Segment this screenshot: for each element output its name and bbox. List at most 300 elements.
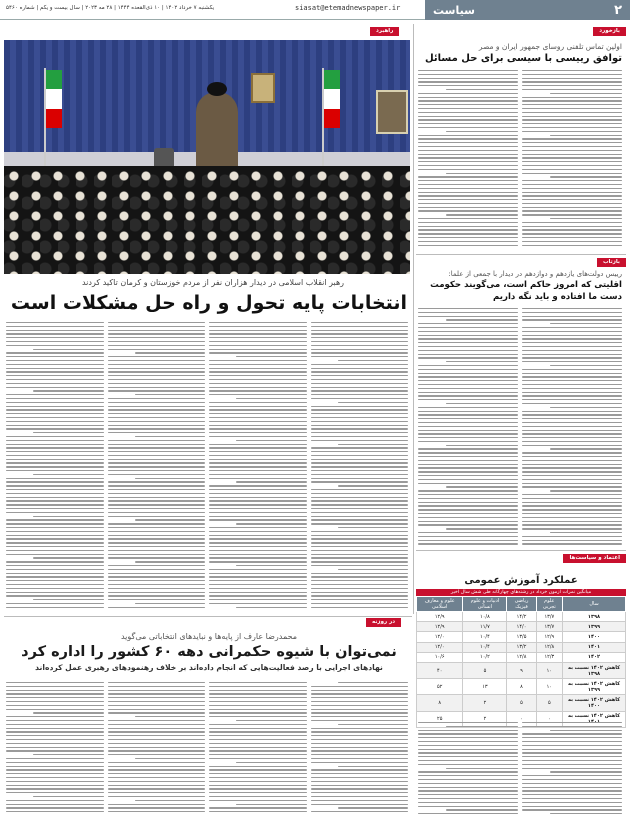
table-cell: ۱۴/۰	[507, 622, 536, 632]
text-line	[6, 481, 104, 482]
text-line	[209, 731, 307, 732]
text-line	[108, 724, 206, 725]
text-line	[522, 210, 622, 211]
text-line	[209, 728, 307, 729]
text-line	[418, 161, 518, 162]
text-line	[418, 730, 518, 731]
portrait-frame-icon	[251, 73, 275, 103]
text-line	[108, 425, 206, 426]
text-line	[6, 341, 104, 342]
text-line	[311, 535, 409, 536]
text-line	[6, 459, 104, 460]
text-line	[522, 74, 622, 75]
text-line	[311, 800, 409, 801]
text-line	[522, 528, 622, 529]
text-line	[311, 705, 409, 706]
text-line	[522, 150, 622, 151]
text-line	[6, 519, 104, 520]
text-line	[522, 471, 622, 472]
text-line	[135, 716, 205, 717]
text-line	[6, 531, 104, 532]
text-line	[108, 406, 206, 407]
text-line	[522, 119, 622, 120]
text-line	[209, 735, 307, 736]
text-line	[522, 733, 622, 734]
text-line	[522, 123, 622, 124]
text-line	[6, 750, 104, 751]
table-cell: ۴۰	[417, 662, 463, 678]
table-cell: کاهش ۱۴۰۲ نسبت به ۱۳۹۸	[563, 662, 626, 678]
text-line	[522, 70, 622, 71]
table-cell: ۱۲/۰	[417, 642, 463, 652]
text-line	[6, 720, 104, 721]
text-line	[108, 337, 206, 338]
text-line	[311, 777, 409, 778]
text-line	[418, 100, 518, 101]
text-line	[209, 409, 307, 410]
text-line	[418, 802, 518, 803]
text-line	[108, 333, 206, 334]
text-line	[418, 517, 518, 518]
text-line	[418, 199, 518, 200]
text-line	[108, 777, 206, 778]
table-cell: ۱۰/۲	[463, 652, 507, 662]
education-table	[416, 596, 626, 728]
text-line	[108, 569, 206, 570]
text-line	[108, 542, 206, 543]
bottom-column-2	[209, 682, 307, 818]
text-line	[108, 807, 206, 808]
table-cell: ۱۳/۷	[536, 622, 562, 632]
text-line	[6, 425, 104, 426]
text-line	[108, 592, 206, 593]
text-line	[311, 417, 409, 418]
text-line	[108, 470, 206, 471]
right-story-2-body	[418, 308, 622, 548]
text-line	[209, 535, 307, 536]
text-line	[6, 682, 104, 683]
text-line	[550, 532, 622, 533]
text-line	[236, 762, 306, 763]
text-line	[209, 489, 307, 490]
text-line	[338, 360, 408, 361]
text-line	[108, 493, 206, 494]
text-line	[550, 93, 622, 94]
text-line	[209, 432, 307, 433]
text-line	[311, 394, 409, 395]
lead-column-4	[6, 322, 104, 614]
bottom-story-heading	[10, 632, 408, 672]
text-line	[6, 527, 104, 528]
text-line	[418, 395, 518, 396]
text-line	[209, 554, 307, 555]
text-line	[108, 550, 206, 551]
text-line	[209, 333, 307, 334]
text-line	[311, 580, 409, 581]
text-line	[108, 417, 206, 418]
text-line	[418, 323, 518, 324]
text-line	[522, 89, 622, 90]
text-line	[108, 720, 206, 721]
text-line	[418, 794, 518, 795]
text-line	[33, 474, 103, 475]
text-line	[108, 387, 206, 388]
text-line	[311, 504, 409, 505]
text-line	[522, 399, 622, 400]
text-line	[209, 360, 307, 361]
text-line	[209, 447, 307, 448]
text-line	[550, 448, 622, 449]
text-line	[418, 532, 518, 533]
text-line	[418, 157, 518, 158]
text-line	[6, 489, 104, 490]
text-line	[522, 138, 622, 139]
text-line	[6, 576, 104, 577]
text-line	[209, 800, 307, 801]
text-line	[311, 459, 409, 460]
text-line	[311, 379, 409, 380]
text-line	[418, 331, 518, 332]
text-line	[418, 464, 518, 465]
text-line	[550, 176, 622, 177]
text-line	[550, 407, 622, 408]
text-line	[311, 554, 409, 555]
text-line	[418, 471, 518, 472]
tag-lead: راهبرد	[370, 27, 399, 36]
text-line	[522, 354, 622, 355]
text-line	[209, 375, 307, 376]
text-line	[418, 502, 518, 503]
text-line	[108, 792, 206, 793]
lead-column-2	[209, 322, 307, 614]
text-line	[6, 724, 104, 725]
text-line	[311, 337, 409, 338]
text-line	[311, 728, 409, 729]
right-story-2-headline[interactable]: اقلیتی که امروز حاکم است، می‌گویند حکومت دست ما افتاده و باید نگه داریم	[430, 280, 622, 302]
text-line	[6, 709, 104, 710]
text-line	[108, 421, 206, 422]
table-cell: ۱۳۹۸	[563, 612, 626, 622]
text-line	[6, 356, 104, 357]
text-line	[522, 806, 622, 807]
text-line	[108, 371, 206, 372]
text-line	[209, 508, 307, 509]
text-line	[522, 241, 622, 242]
text-line	[418, 456, 518, 457]
text-line	[6, 504, 104, 505]
text-line	[209, 474, 307, 475]
text-line	[108, 428, 206, 429]
text-line	[6, 364, 104, 365]
table-title: عملکرد آموزش عمومی	[464, 575, 578, 586]
text-line	[236, 481, 306, 482]
bottom-story-headline[interactable]: نمی‌توان با شیوه حکمرانی دهه ۶۰ کشور را اداره کرد	[21, 644, 397, 660]
table-cell: ۵۲	[417, 679, 463, 695]
text-line	[6, 383, 104, 384]
text-line	[6, 580, 104, 581]
text-line	[108, 360, 206, 361]
text-line	[108, 796, 206, 797]
text-line	[108, 451, 206, 452]
table-cell: ۰	[507, 711, 536, 727]
text-line	[209, 322, 307, 323]
text-line	[418, 369, 518, 370]
text-line	[108, 481, 206, 482]
text-line	[418, 505, 518, 506]
text-line	[6, 690, 104, 691]
tag-feedback: بازخورد	[593, 27, 626, 36]
text-line	[209, 466, 307, 467]
text-line	[108, 584, 206, 585]
right-story-1-col-1	[522, 70, 622, 252]
text-line	[311, 451, 409, 452]
text-line	[311, 333, 409, 334]
text-line	[209, 747, 307, 748]
text-line	[522, 483, 622, 484]
section-email[interactable]: siasat@etemadnewspaper.ir	[295, 4, 401, 12]
text-line	[522, 78, 622, 79]
text-line	[311, 341, 409, 342]
text-line	[6, 455, 104, 456]
text-line	[418, 119, 518, 120]
right-story-2-col-2	[418, 308, 518, 548]
text-line	[522, 764, 622, 765]
text-line	[6, 807, 104, 808]
text-line	[522, 517, 622, 518]
text-line	[108, 379, 206, 380]
text-line	[522, 540, 622, 541]
text-line	[522, 308, 622, 309]
text-line	[6, 444, 104, 445]
text-line	[550, 730, 622, 731]
text-line	[418, 752, 518, 753]
table-row	[417, 652, 626, 662]
text-line	[522, 116, 622, 117]
right-story-1-col-2	[418, 70, 518, 252]
text-line	[135, 800, 205, 801]
text-line	[522, 494, 622, 495]
text-line	[311, 792, 409, 793]
text-line	[522, 737, 622, 738]
text-line	[418, 779, 518, 780]
table-cell: ۱۲/۸	[507, 652, 536, 662]
text-line	[209, 451, 307, 452]
text-line	[209, 478, 307, 479]
table-cell: ۱۰	[536, 679, 562, 695]
text-line	[418, 237, 518, 238]
text-line	[6, 387, 104, 388]
text-line	[209, 686, 307, 687]
text-line	[209, 470, 307, 471]
text-line	[418, 350, 518, 351]
text-line	[6, 800, 104, 801]
text-line	[6, 333, 104, 334]
table-header-cell: سال	[563, 597, 626, 612]
dateline: یکشنبه ۷ خرداد ۱۴۰۲ | ۱۰ ذی‌القعده ۱۴۴۴ | ۲۸ مه ۲۰۲۳ | سال بیست و یکم | شماره ۵۴۶۰	[6, 5, 215, 11]
text-line	[522, 464, 622, 465]
text-line	[6, 406, 104, 407]
table-cell: کاهش ۱۴۰۲ نسبت به ۱۳۹۹	[563, 679, 626, 695]
text-line	[209, 743, 307, 744]
text-line	[311, 690, 409, 691]
text-line	[418, 399, 518, 400]
text-line	[418, 414, 518, 415]
text-line	[522, 373, 622, 374]
text-line	[311, 811, 409, 812]
text-line	[6, 595, 104, 596]
table-cell: ۱۲/۰	[417, 632, 463, 642]
text-line	[418, 210, 518, 211]
text-line	[236, 720, 306, 721]
text-line	[418, 422, 518, 423]
text-line	[522, 403, 622, 404]
text-line	[311, 743, 409, 744]
text-line	[209, 576, 307, 577]
text-line	[418, 233, 518, 234]
right-story-1-headline[interactable]: توافق رییسی با سیسی برای حل مسائل	[424, 53, 622, 64]
text-line	[209, 754, 307, 755]
text-line	[446, 726, 518, 727]
text-line	[418, 798, 518, 799]
text-line	[311, 592, 409, 593]
text-line	[6, 603, 104, 604]
text-line	[209, 766, 307, 767]
text-line	[33, 390, 103, 391]
text-line	[209, 364, 307, 365]
text-line	[522, 745, 622, 746]
text-line	[522, 521, 622, 522]
table-cell: ۱۲/۹	[417, 622, 463, 632]
text-line	[135, 603, 205, 604]
text-line	[418, 365, 518, 366]
text-line	[522, 505, 622, 506]
table-cell: ۰	[536, 711, 562, 727]
text-line	[446, 319, 518, 320]
text-line	[311, 322, 409, 323]
text-line	[311, 440, 409, 441]
table-row	[417, 679, 626, 695]
text-line	[209, 588, 307, 589]
text-line	[418, 346, 518, 347]
text-line	[108, 462, 206, 463]
text-line	[108, 595, 206, 596]
text-line	[418, 169, 518, 170]
text-line	[418, 448, 518, 449]
right-story-1-body	[418, 70, 622, 252]
text-line	[522, 380, 622, 381]
text-line	[6, 785, 104, 786]
text-line	[135, 758, 205, 759]
text-line	[311, 349, 409, 350]
table-row	[417, 695, 626, 711]
text-line	[6, 728, 104, 729]
text-line	[209, 538, 307, 539]
text-line	[418, 357, 518, 358]
text-line	[311, 523, 409, 524]
text-line	[522, 433, 622, 434]
text-line	[135, 478, 205, 479]
text-line	[108, 497, 206, 498]
text-line	[33, 712, 103, 713]
section-title: سیاست	[433, 3, 475, 17]
text-line	[209, 417, 307, 418]
text-line	[522, 524, 622, 525]
text-line	[418, 388, 518, 389]
text-line	[418, 312, 518, 313]
text-line	[418, 433, 518, 434]
text-line	[311, 368, 409, 369]
text-line	[209, 326, 307, 327]
text-line	[522, 316, 622, 317]
text-line	[6, 705, 104, 706]
table-header-cell: ادبیات و علوم انسانی	[463, 597, 507, 612]
text-line	[550, 771, 622, 772]
iran-flag-left-icon	[46, 70, 62, 128]
text-line	[522, 802, 622, 803]
text-line	[311, 466, 409, 467]
text-line	[522, 445, 622, 446]
text-line	[6, 497, 104, 498]
text-line	[311, 497, 409, 498]
text-line	[311, 512, 409, 513]
text-line	[6, 337, 104, 338]
text-line	[418, 722, 518, 723]
text-line	[522, 486, 622, 487]
text-line	[522, 790, 622, 791]
text-line	[311, 371, 409, 372]
text-line	[33, 432, 103, 433]
text-line	[209, 387, 307, 388]
text-line	[550, 490, 622, 491]
text-line	[418, 97, 518, 98]
text-line	[108, 573, 206, 574]
text-line	[418, 467, 518, 468]
text-line	[6, 573, 104, 574]
text-line	[6, 792, 104, 793]
text-line	[6, 743, 104, 744]
text-line	[418, 513, 518, 514]
text-line	[418, 81, 518, 82]
text-line	[108, 402, 206, 403]
text-line	[6, 588, 104, 589]
text-line	[6, 508, 104, 509]
table-cell: ۱۰/۴	[463, 642, 507, 652]
text-line	[6, 398, 104, 399]
text-line	[6, 739, 104, 740]
text-line	[209, 428, 307, 429]
text-line	[108, 538, 206, 539]
text-line	[418, 327, 518, 328]
text-line	[108, 345, 206, 346]
text-line	[522, 357, 622, 358]
text-line	[418, 354, 518, 355]
text-line	[522, 475, 622, 476]
text-line	[311, 330, 409, 331]
text-line	[311, 712, 409, 713]
text-line	[522, 245, 622, 246]
table-cell: ۱۴۰۱	[563, 642, 626, 652]
text-line	[135, 519, 205, 520]
text-line	[209, 394, 307, 395]
text-line	[311, 390, 409, 391]
text-line	[209, 777, 307, 778]
text-line	[108, 705, 206, 706]
text-line	[108, 383, 206, 384]
text-line	[522, 319, 622, 320]
text-line	[522, 741, 622, 742]
text-line	[522, 783, 622, 784]
text-line	[550, 323, 622, 324]
